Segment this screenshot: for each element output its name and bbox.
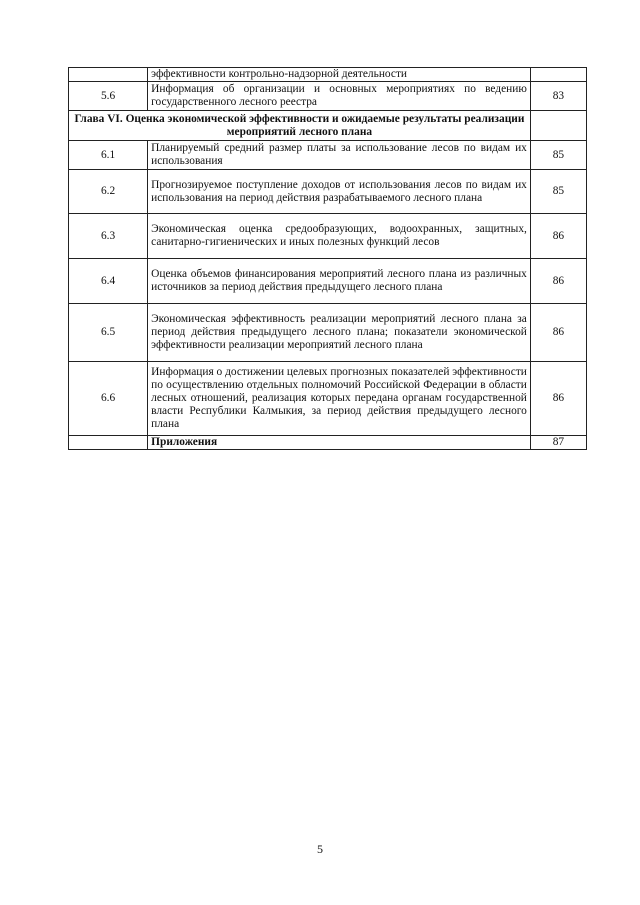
row-number: 6.5 (69, 304, 148, 362)
table-row (69, 82, 587, 111)
row-number: 5.6 (69, 82, 148, 111)
row-title: Информация о достижении целевых прогнозных показателей эффективности по осуществлению отдельных полномочий Российской Федерации в области лесных отношений, реализация которых передана органам государственной власти Республики Калмыкия, за период действия предыдущего лесного плана (148, 362, 531, 436)
row-page: 86 (530, 304, 586, 362)
table-row (69, 141, 587, 170)
row-title: эффективности контрольно-надзорной деятельности (148, 68, 531, 82)
row-page (530, 111, 586, 141)
table-row (69, 259, 587, 304)
row-page (530, 68, 586, 82)
row-number (69, 436, 148, 450)
row-number: 6.3 (69, 214, 148, 259)
row-title: Экономическая эффективность реализации мероприятий лесного плана за период действия предыдущего лесного плана; показатели экономической эффективности реализации мероприятий лесного плана (148, 304, 531, 362)
table-row (69, 304, 587, 362)
row-number: 6.1 (69, 141, 148, 170)
row-number: 6.4 (69, 259, 148, 304)
table-row (69, 170, 587, 214)
row-page: 87 (530, 436, 586, 450)
table-of-contents (68, 67, 587, 450)
row-number: 6.2 (69, 170, 148, 214)
row-number (69, 68, 148, 82)
table-row (69, 362, 587, 436)
row-title: Приложения (148, 436, 531, 450)
row-page: 86 (530, 362, 586, 436)
row-page: 85 (530, 170, 586, 214)
row-title: Планируемый средний размер платы за использование лесов по видам их использования (148, 141, 531, 170)
table-row (69, 436, 587, 450)
row-number: 6.6 (69, 362, 148, 436)
row-title: Информация об организации и основных мероприятиях по ведению государственного лесного реестра (148, 82, 531, 111)
row-title: Экономическая оценка средообразующих, водоохранных, защитных, санитарно-гигиенических и иных полезных функций лесов (148, 214, 531, 259)
row-title: Оценка объемов финансирования мероприятий лесного плана из различных источников за период действия предыдущего лесного плана (148, 259, 531, 304)
page-number: 5 (317, 842, 323, 856)
chapter-heading-row (69, 111, 587, 141)
row-page: 83 (530, 82, 586, 111)
chapter-heading: Глава VI. Оценка экономической эффективности и ожидаемые результаты реализации мероприятий лесного плана (69, 111, 531, 141)
row-title: Прогнозируемое поступление доходов от использования лесов по видам их использования на период действия разрабатываемого лесного плана (148, 170, 531, 214)
row-page: 85 (530, 141, 586, 170)
table-row (69, 214, 587, 259)
row-page: 86 (530, 259, 586, 304)
row-page: 86 (530, 214, 586, 259)
table-row (69, 68, 587, 82)
